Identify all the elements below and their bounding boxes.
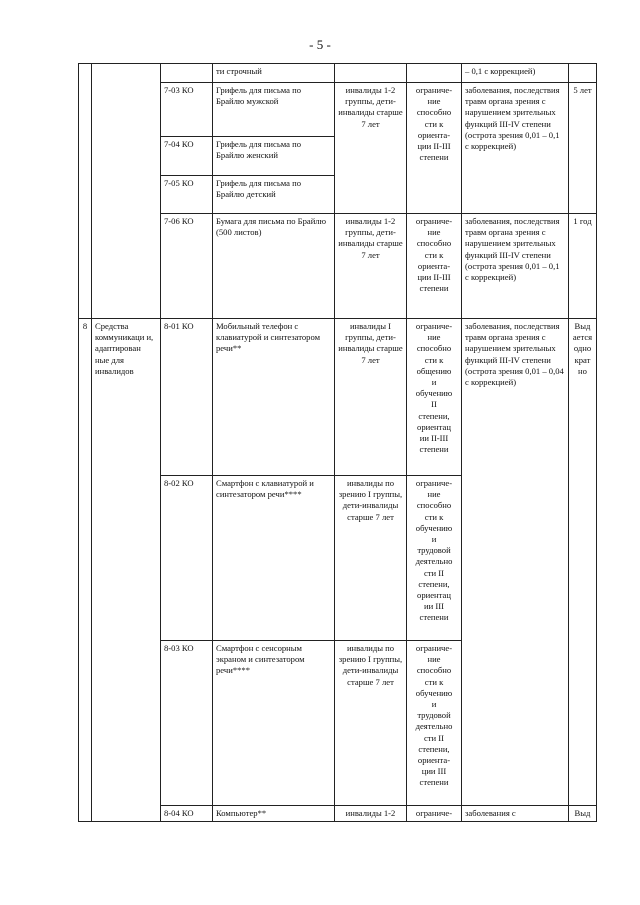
group-cell: инвалиды по зрению I группы, дети-инвалиды старше 7 лет — [335, 476, 407, 641]
name-cell: Грифель для письма по Брайлю детский — [213, 176, 335, 214]
group-cell: инвалиды I группы, дети-инвалиды старше 7 лет — [335, 319, 407, 476]
table-row — [79, 64, 597, 83]
limitation-cell: ограниче- ние способно сти к общению и обучению II степени, ориентац ии II-III степени — [407, 319, 462, 476]
group-cell: инвалиды по зрению I группы, дети-инвалиды старше 7 лет — [335, 641, 407, 806]
name-cell: Бумага для письма по Брайлю (500 листов) — [213, 214, 335, 319]
disease-cell: заболевания, последствия травм органа зрения с нарушением зрительных функций III-IV степени (острота зрения 0,01 – 0,1 с коррекцией) — [462, 214, 569, 319]
limitation-cell: ограниче- ние способно сти к обучению и трудовой деятельно сти II степени, ориентац ии III степени — [407, 476, 462, 641]
disease-cell: заболевания, последствия травм органа зрения с нарушением зрительных функций III-IV степени (острота зрения 0,01 – 0,04 с коррекцией) — [462, 319, 569, 806]
code-cell: 8-04 КО — [161, 806, 213, 822]
code-cell — [161, 64, 213, 83]
group-cell: инвалиды 1-2 — [335, 806, 407, 822]
category-cell — [92, 64, 161, 319]
name-cell: ти строчный — [213, 64, 335, 83]
limitation-cell — [407, 64, 462, 83]
row-number-cell — [79, 64, 92, 319]
table-row — [79, 319, 597, 476]
code-cell: 7-05 КО — [161, 176, 213, 214]
assistive-devices-table — [78, 63, 597, 822]
code-cell: 7-06 КО — [161, 214, 213, 319]
period-cell: 1 год — [569, 214, 597, 319]
limitation-cell: ограниче- ние способно сти к ориента- ции II-III степени — [407, 83, 462, 214]
code-cell: 8-03 КО — [161, 641, 213, 806]
group-cell: инвалиды 1-2 группы, дети-инвалиды старше 7 лет — [335, 214, 407, 319]
period-cell — [569, 64, 597, 83]
name-cell: Грифель для письма по Брайлю мужской — [213, 83, 335, 137]
limitation-cell: ограниче- ние способно сти к обучению и трудовой деятельно сти II степени, ориента- ции III степени — [407, 641, 462, 806]
period-cell: Выд — [569, 806, 597, 822]
limitation-cell: ограниче- — [407, 806, 462, 822]
group-cell — [335, 64, 407, 83]
code-cell: 7-04 КО — [161, 137, 213, 176]
period-cell: Выд ается одно крат но — [569, 319, 597, 806]
disease-cell: – 0,1 с коррекцией) — [462, 64, 569, 83]
group-cell: инвалиды 1-2 группы, дети-инвалиды старше 7 лет — [335, 83, 407, 214]
limitation-cell: ограниче- ние способно сти к ориента- ции II-III степени — [407, 214, 462, 319]
name-cell: Смартфон с сенсорным экраном и синтезатором речи**** — [213, 641, 335, 806]
code-cell: 7-03 КО — [161, 83, 213, 137]
page-number: - 5 - — [309, 37, 331, 52]
category-cell: Средства коммуникаци и, адаптирован ные для инвалидов — [92, 319, 161, 822]
disease-cell: заболевания с — [462, 806, 569, 822]
name-cell: Мобильный телефон с клавиатурой и синтезатором речи** — [213, 319, 335, 476]
code-cell: 8-01 КО — [161, 319, 213, 476]
row-number-cell: 8 — [79, 319, 92, 822]
name-cell: Смартфон с клавиатурой и синтезатором речи**** — [213, 476, 335, 641]
period-cell: 5 лет — [569, 83, 597, 214]
disease-cell: заболевания, последствия травм органа зрения с нарушением зрительных функций III-IV степени (острота зрения 0,01 – 0,1 с коррекцией) — [462, 83, 569, 214]
name-cell: Компьютер** — [213, 806, 335, 822]
code-cell: 8-02 КО — [161, 476, 213, 641]
name-cell: Грифель для письма по Брайлю женский — [213, 137, 335, 176]
